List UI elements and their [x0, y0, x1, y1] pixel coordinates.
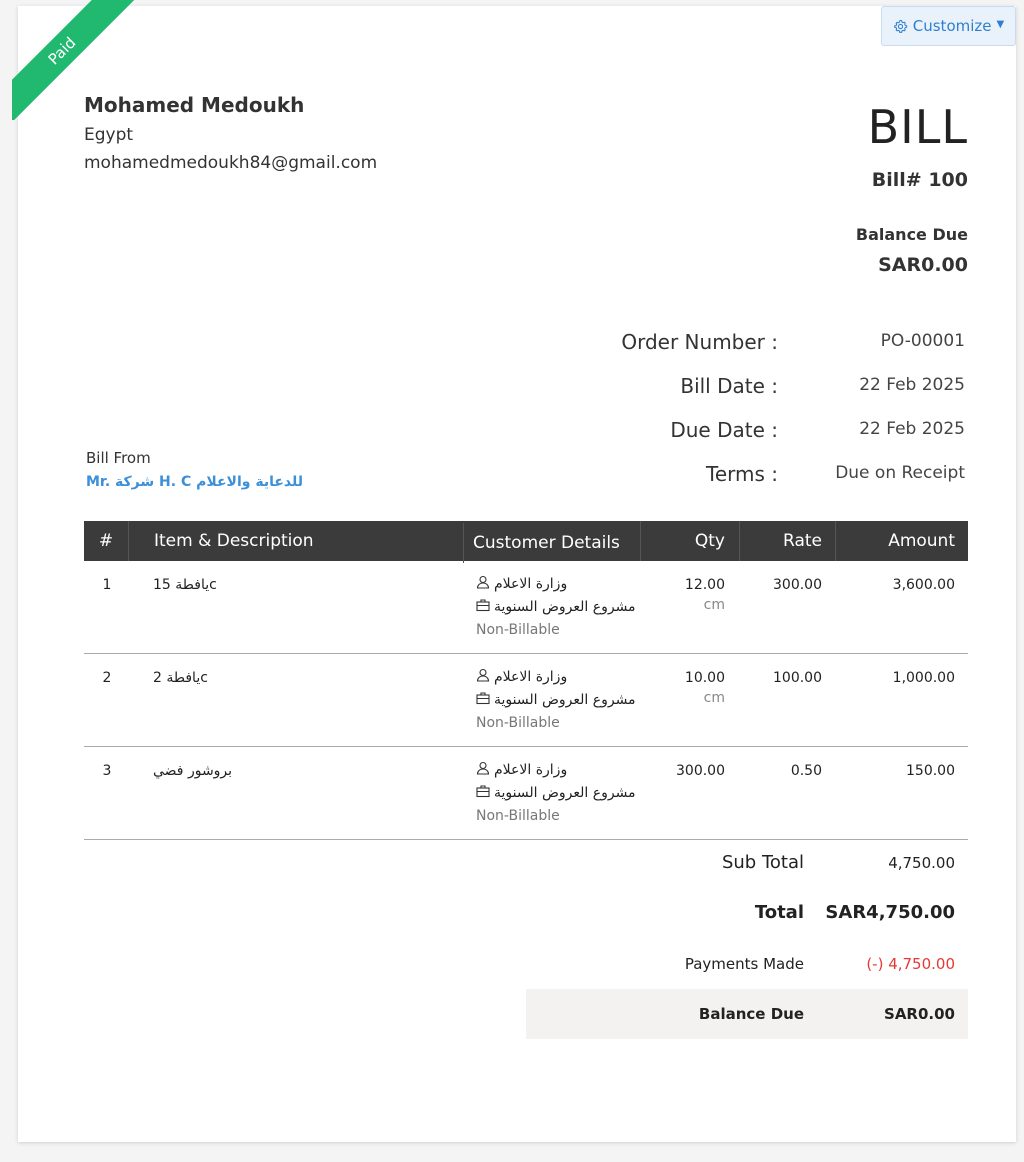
- row-qty-cell: [685, 577, 725, 613]
- table-row: [84, 747, 968, 840]
- payments-made-label: Payments Made: [684, 955, 804, 973]
- row-qty: 300.00: [676, 763, 725, 779]
- row-customer-details: [476, 573, 636, 642]
- user-icon: [476, 668, 490, 682]
- table-header: [84, 521, 968, 561]
- row-qty: 10.00: [684, 670, 725, 686]
- table-row: [84, 561, 968, 654]
- row-item: يافطة 2c: [153, 670, 208, 686]
- header-qty: Qty: [640, 521, 739, 561]
- header-customer: Customer Details: [463, 523, 640, 563]
- row-number: 3: [102, 763, 112, 779]
- header-number: #: [98, 531, 114, 551]
- total-value: SAR4,750.00: [825, 902, 955, 923]
- header-amount: Amount: [835, 521, 968, 561]
- gear-icon: [893, 19, 908, 34]
- row-number: 2: [102, 670, 112, 686]
- user-icon: [476, 761, 490, 775]
- briefcase-icon: [476, 598, 490, 612]
- bill-title: BILL: [867, 100, 968, 154]
- briefcase-icon: [476, 784, 490, 798]
- chevron-down-icon: ▼: [996, 18, 1005, 30]
- company-email: mohamedmedoukh84@gmail.com: [84, 153, 378, 173]
- total-label: Total: [754, 902, 804, 923]
- terms-value: Due on Receipt: [835, 463, 965, 483]
- row-item: بروشور فضي: [153, 763, 233, 779]
- bill-from-label: Bill From: [86, 449, 151, 467]
- row-project: مشروع العروض السنوية: [494, 599, 636, 615]
- order-number-label: Order Number :: [621, 330, 778, 354]
- row-rate: 100.00: [773, 670, 822, 686]
- table-row: [84, 654, 968, 747]
- row-project: مشروع العروض السنوية: [494, 785, 636, 801]
- row-qty-cell: [685, 670, 725, 706]
- row-customer: وزارة الاعلام: [494, 576, 568, 592]
- row-rate: 300.00: [773, 577, 822, 593]
- sub-total-label: Sub Total: [721, 852, 804, 873]
- vendor-link[interactable]: Mr. شركة H. C للدعاية والاعلام: [86, 474, 303, 490]
- balance-due-label: Balance Due: [855, 225, 968, 244]
- briefcase-icon: [476, 691, 490, 705]
- row-item: يافطة 15c: [153, 577, 217, 593]
- row-customer: وزارة الاعلام: [494, 669, 568, 685]
- company-name: Mohamed Medoukh: [84, 93, 305, 117]
- row-billable: Non-Billable: [476, 808, 560, 824]
- row-billable: Non-Billable: [476, 715, 560, 731]
- customize-button-label: Customize: [912, 17, 992, 35]
- company-country: Egypt: [84, 125, 134, 145]
- status-ribbon-label: Paid: [12, 0, 142, 120]
- balance-due-value: SAR0.00: [878, 254, 968, 276]
- row-qty: 12.00: [684, 577, 725, 593]
- balance-due-total-label: Balance Due: [698, 1005, 804, 1023]
- sub-total-value: 4,750.00: [888, 854, 955, 872]
- row-project: مشروع العروض السنوية: [494, 692, 636, 708]
- bill-date-value: 22 Feb 2025: [859, 375, 965, 395]
- balance-due-total-value: SAR0.00: [884, 1005, 955, 1023]
- bill-number: Bill# 100: [871, 169, 968, 191]
- row-amount: 3,600.00: [892, 577, 955, 593]
- items-table: [84, 521, 968, 840]
- row-customer-details: [476, 666, 636, 735]
- row-unit: cm: [703, 690, 725, 706]
- row-number: 1: [102, 577, 112, 593]
- row-customer-details: [476, 759, 636, 828]
- row-rate: 0.50: [790, 763, 822, 779]
- user-icon: [476, 575, 490, 589]
- row-qty-cell: [676, 763, 725, 783]
- due-date-value: 22 Feb 2025: [859, 419, 965, 439]
- row-customer: وزارة الاعلام: [494, 762, 568, 778]
- terms-label: Terms :: [706, 462, 778, 486]
- order-number-value: PO-00001: [880, 331, 965, 351]
- row-unit: cm: [703, 597, 725, 613]
- row-amount: 150.00: [906, 763, 955, 779]
- bill-date-label: Bill Date :: [680, 374, 778, 398]
- header-item: Item & Description: [128, 521, 463, 561]
- payments-made-value: (-) 4,750.00: [866, 955, 955, 973]
- row-amount: 1,000.00: [892, 670, 955, 686]
- row-billable: Non-Billable: [476, 622, 560, 638]
- due-date-label: Due Date :: [670, 418, 778, 442]
- customize-button[interactable]: [881, 6, 1016, 46]
- header-rate: Rate: [739, 521, 835, 561]
